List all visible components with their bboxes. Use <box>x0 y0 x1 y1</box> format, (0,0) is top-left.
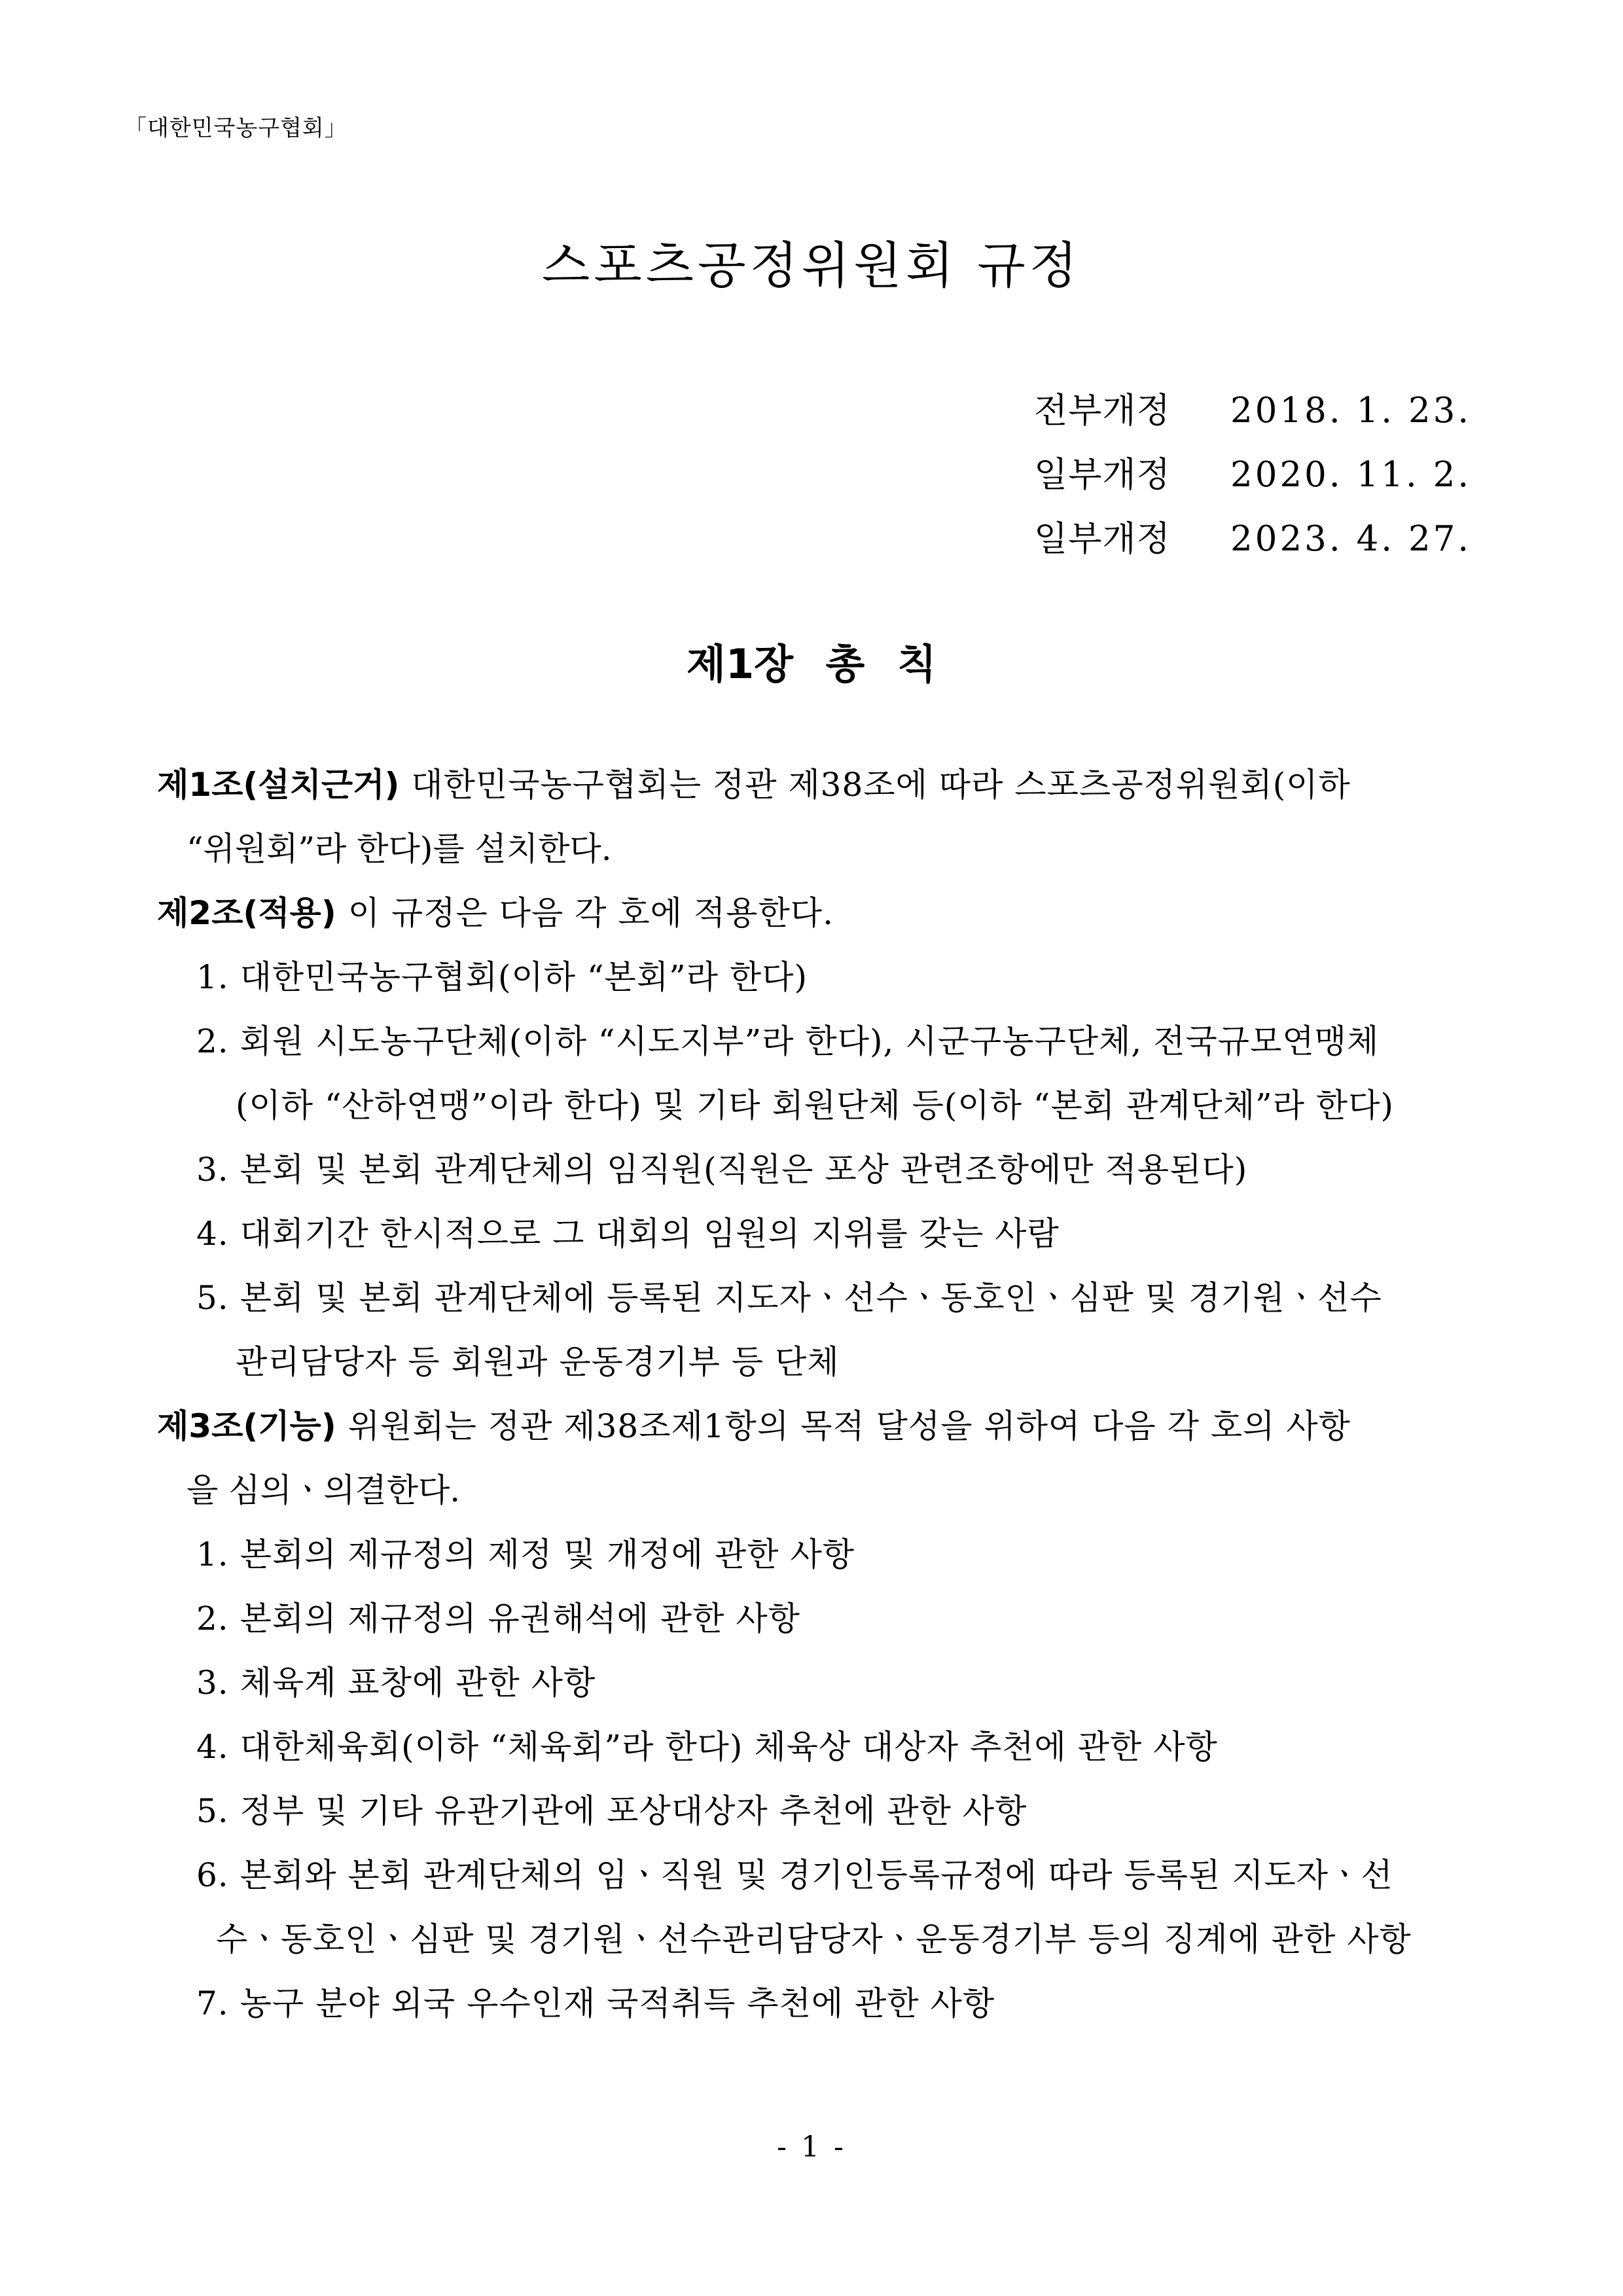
revision-type: 전부개정 <box>1034 391 1171 431</box>
article-heading: 제2조(적용) <box>157 894 336 932</box>
article-3 <box>157 1394 1472 1458</box>
list-item: 1. 대한민국농구협회(이하 “본회”라 한다) <box>196 958 808 996</box>
list-item-continued: 수ㆍ동호인ㆍ심판 및 경기원ㆍ선수관리담당자ㆍ운동경기부 등의 징계에 관한 사항 <box>216 1920 1412 1958</box>
article-1 <box>157 753 1472 817</box>
article-heading: 제1조(설치근거) <box>157 766 400 804</box>
article-text-continued: 을 심의ㆍ의결한다. <box>187 1471 461 1509</box>
revision-date: 2020. 11. 2. <box>1230 455 1472 495</box>
article-text: 대한민국농구협회는 정관 제38조에 따라 스포츠공정위원회(이하 <box>411 766 1351 804</box>
list-item: 4. 대회기간 한시적으로 그 대회의 임원의 지위를 갖는 사람 <box>196 1215 1060 1253</box>
revision-row <box>1034 447 1471 511</box>
revision-date: 2023. 4. 27. <box>1230 519 1472 559</box>
article-text: 위원회는 정관 제38조제1항의 목적 달성을 위하여 다음 각 호의 사항 <box>348 1407 1351 1445</box>
page-number: - 1 - <box>777 2130 846 2164</box>
revision-date: 2018. 1. 23. <box>1230 391 1472 431</box>
organization-header: 「대한민국농구협회」 <box>124 115 348 141</box>
list-item: 7. 농구 분야 외국 우수인재 국적취득 추천에 관한 사항 <box>196 1984 995 2022</box>
list-item: 3. 본회 및 본회 관계단체의 임직원(직원은 포상 관련조항에만 적용된다) <box>196 1151 1248 1189</box>
list-item: 6. 본회와 본회 관계단체의 임ㆍ직원 및 경기인등록규정에 따라 등록된 지도자ㆍ선 <box>196 1856 1393 1894</box>
article-text: 이 규정은 다음 각 호에 적용한다. <box>348 894 834 932</box>
document-title: 스포츠공정위원회 규정 <box>541 236 1082 295</box>
list-item: 4. 대한체육회(이하 “체육회”라 한다) 체육상 대상자 추천에 관한 사항 <box>196 1728 1218 1766</box>
revision-history <box>1034 383 1471 575</box>
revision-row <box>1034 383 1471 447</box>
revision-row <box>1034 511 1471 575</box>
list-item: 5. 본회 및 본회 관계단체에 등록된 지도자ㆍ선수ㆍ동호인ㆍ심판 및 경기원ㆍ선수 <box>196 1279 1382 1317</box>
list-item: 5. 정부 및 기타 유관기관에 포상대상자 추천에 관한 사항 <box>196 1792 1027 1830</box>
article-2 <box>157 881 1472 945</box>
list-item: 3. 체육계 표창에 관한 사항 <box>196 1664 596 1702</box>
list-item-continued: (이하 “산하연맹”이라 한다) 및 기타 회원단체 등(이하 “본회 관계단체”라 한다) <box>236 1086 1395 1124</box>
list-item: 1. 본회의 제규정의 제정 및 개정에 관한 사항 <box>196 1535 855 1573</box>
chapter-heading: 제1장 총 칙 <box>687 640 936 688</box>
revision-type: 일부개정 <box>1034 519 1171 559</box>
revision-type: 일부개정 <box>1034 455 1171 495</box>
list-item: 2. 본회의 제규정의 유권해석에 관한 사항 <box>196 1600 800 1638</box>
list-item-continued: 관리담당자 등 회원과 운동경기부 등 단체 <box>236 1343 840 1381</box>
list-item: 2. 회원 시도농구단체(이하 “시도지부”라 한다), 시군구농구단체, 전국규모연맹체 <box>196 1022 1380 1060</box>
document-body <box>157 753 1472 2036</box>
article-heading: 제3조(기능) <box>157 1407 336 1445</box>
article-text-continued: “위원회”라 한다)를 설치한다. <box>187 830 612 868</box>
